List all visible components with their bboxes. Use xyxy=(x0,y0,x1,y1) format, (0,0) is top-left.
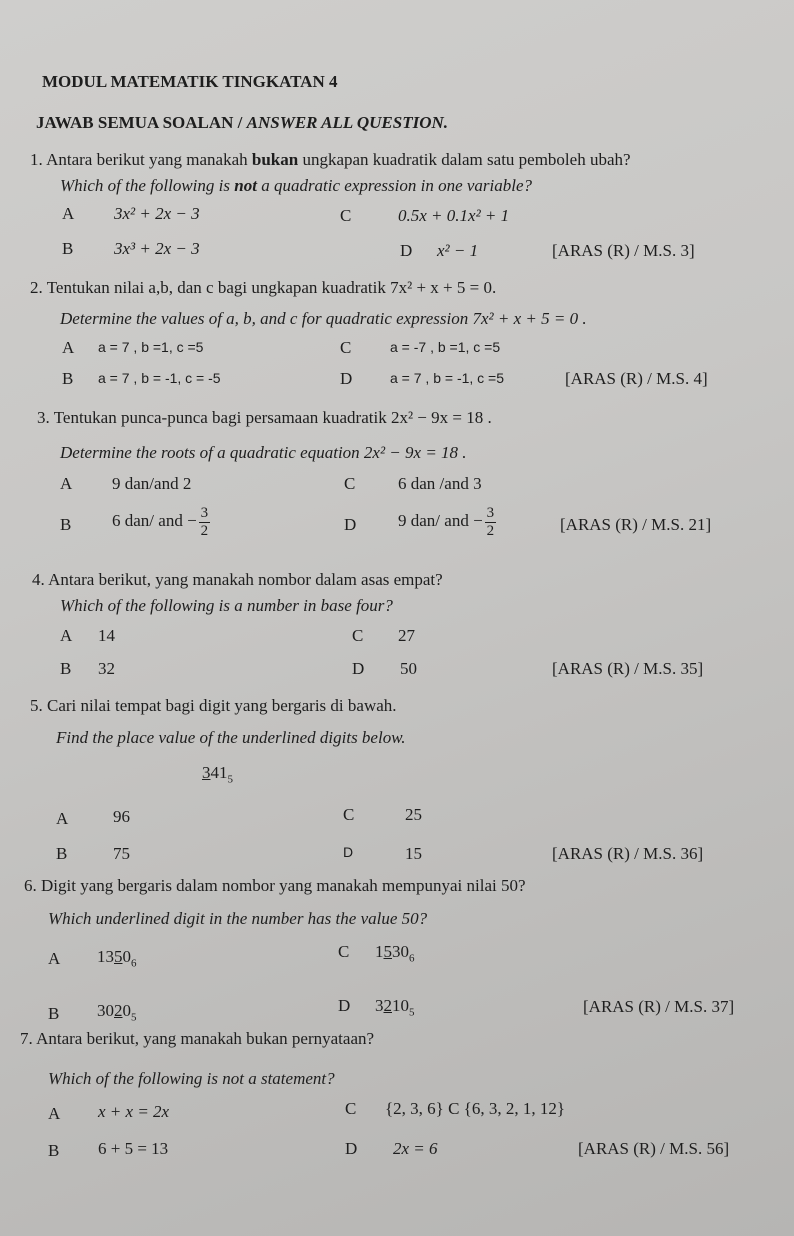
option-text: 75 xyxy=(113,844,130,863)
q-number: 3. xyxy=(37,408,50,427)
option-text: 32 xyxy=(98,659,115,678)
text: ungkapan kuadratik dalam satu pemboleh ubah? xyxy=(298,150,631,169)
option-text xyxy=(375,943,415,964)
q5-en: Find the place value of the underlined digits below. xyxy=(56,728,406,747)
q-number: 4. xyxy=(32,570,45,589)
option-text: a = 7 , b =1, c =5 xyxy=(98,339,204,355)
option-text: 9 dan/and 2 xyxy=(112,474,192,493)
text: Antara berikut, yang manakah nombor dalam asas empat? xyxy=(48,570,443,589)
option-letter: A xyxy=(60,626,73,645)
text: Digit yang bergaris dalam nombor yang manakah mempunyai nilai 50? xyxy=(41,876,526,895)
digits: 0 xyxy=(122,947,131,966)
option-letter: D xyxy=(352,659,365,678)
text: bukan xyxy=(251,150,299,169)
option-letter: B xyxy=(48,1004,60,1023)
q-number: 7. xyxy=(20,1029,33,1048)
q3-en: Determine the roots of a quadratic equation 2x² − 9x = 18 . xyxy=(60,443,467,462)
option-letter: A xyxy=(60,474,73,493)
option-letter: D xyxy=(345,1139,358,1158)
q-number: 6. xyxy=(24,876,37,895)
base: 5 xyxy=(131,1011,137,1024)
underlined-digit: 5 xyxy=(383,942,392,961)
option-text xyxy=(375,997,415,1018)
q6-ms xyxy=(24,877,526,894)
option-text: 50 xyxy=(400,659,417,678)
option-letter: B xyxy=(48,1141,60,1160)
numerator: 3 xyxy=(486,505,495,521)
option-text: 3x² + 2x − 3 xyxy=(114,204,200,223)
text: a quadratic expression in one variable? xyxy=(256,176,533,195)
underlined-digit: 2 xyxy=(114,1001,123,1020)
level-tag: [ARAS (R) / M.S. 36] xyxy=(552,844,704,863)
option-text: 0.5x + 0.1x² + 1 xyxy=(398,206,510,225)
option-text: a = 7 , b = -1, c = -5 xyxy=(98,370,221,386)
digits: 30 xyxy=(97,1001,114,1020)
option-letter: C xyxy=(345,1099,357,1118)
option-text: 27 xyxy=(398,626,415,645)
q-number: 2. xyxy=(30,278,43,297)
text: Antara berikut, yang manakah bukan pernyataan? xyxy=(36,1029,375,1048)
option-letter: B xyxy=(60,515,72,534)
option-letter: C xyxy=(352,626,364,645)
base: 6 xyxy=(409,952,415,965)
option-letter: C xyxy=(338,942,350,961)
level-tag: [ARAS (R) / M.S. 4] xyxy=(565,369,708,388)
option-text: 6 + 5 = 13 xyxy=(98,1139,169,1158)
q4-en: Which of the following is a number in base four? xyxy=(60,596,393,615)
option-letter: A xyxy=(62,338,75,357)
level-tag: [ARAS (R) / M.S. 35] xyxy=(552,659,704,678)
option-letter: D xyxy=(340,369,353,388)
q1-ms xyxy=(30,151,631,168)
q4-ms xyxy=(32,571,443,588)
q1-en xyxy=(60,177,532,194)
option-letter: A xyxy=(56,809,69,828)
denominator: 2 xyxy=(486,522,495,539)
base: 6 xyxy=(131,957,137,970)
denominator: 2 xyxy=(200,522,209,539)
option-letter: A xyxy=(62,204,75,223)
q2-en: Determine the values of a, b, and c for quadratic expression 7x² + x + 5 = 0 . xyxy=(60,309,587,328)
digits: 30 xyxy=(392,942,409,961)
option-letter: C xyxy=(340,206,352,225)
q7-ms xyxy=(20,1030,374,1047)
option-text: 3x³ + 2x − 3 xyxy=(114,239,200,258)
option-letter: B xyxy=(56,844,68,863)
text: 6 dan/ and − xyxy=(112,510,197,530)
instruction xyxy=(36,114,448,131)
text: Which of the following is xyxy=(60,176,235,195)
option-text: 2x = 6 xyxy=(393,1139,438,1158)
option-text: 15 xyxy=(405,844,422,863)
level-tag: [ARAS (R) / M.S. 37] xyxy=(583,997,735,1016)
text: Cari nilai tempat bagi digit yang bergaris di bawah. xyxy=(47,696,397,715)
option-letter: B xyxy=(62,239,74,258)
option-text: a = -7 , b =1, c =5 xyxy=(390,339,501,355)
text: Antara berikut yang manakah xyxy=(46,150,252,169)
option-text: 25 xyxy=(405,805,422,824)
text: Tentukan nilai a,b, dan c bagi ungkapan kuadratik 7x² + x + 5 = 0. xyxy=(46,278,497,297)
digits: 10 xyxy=(392,996,409,1015)
option-letter: A xyxy=(48,1104,61,1123)
fraction xyxy=(485,505,497,539)
q7-en: Which of the following is not a statement? xyxy=(48,1069,335,1088)
underlined-digit: 5 xyxy=(114,947,123,966)
base-number xyxy=(202,764,233,785)
option-text: 6 dan /and 3 xyxy=(398,474,482,493)
option-letter: C xyxy=(343,805,355,824)
numerator: 3 xyxy=(200,505,209,521)
option-letter: D xyxy=(343,844,354,860)
underlined-digit: 2 xyxy=(383,996,392,1015)
option-letter: D xyxy=(338,996,351,1015)
option-text: x + x = 2x xyxy=(98,1102,170,1121)
option-text xyxy=(398,505,496,539)
text: not xyxy=(234,176,257,195)
option-text: {2, 3, 6} C {6, 3, 2, 1, 12} xyxy=(385,1099,565,1118)
underlined-digit: 3 xyxy=(202,763,211,782)
fraction xyxy=(199,505,211,539)
base: 5 xyxy=(227,773,233,786)
option-text xyxy=(112,505,210,539)
option-text: a = 7 , b = -1, c =5 xyxy=(390,370,505,386)
option-letter: D xyxy=(400,241,413,260)
digits: 3 xyxy=(375,996,384,1015)
digits: 13 xyxy=(97,947,114,966)
option-letter: D xyxy=(344,515,357,534)
option-text xyxy=(97,948,137,969)
q-number: 1. xyxy=(30,150,43,169)
digits: 0 xyxy=(122,1001,131,1020)
option-text: 96 xyxy=(113,807,130,826)
option-letter: B xyxy=(62,369,74,388)
base: 5 xyxy=(409,1006,415,1019)
text: 9 dan/ and − xyxy=(398,510,483,530)
q5-ms xyxy=(30,697,397,714)
module-title: MODUL MATEMATIK TINGKATAN 4 xyxy=(42,72,338,91)
option-letter: C xyxy=(344,474,356,493)
level-tag: [ARAS (R) / M.S. 21] xyxy=(560,515,712,534)
level-tag: [ARAS (R) / M.S. 56] xyxy=(578,1139,730,1158)
q3-ms xyxy=(37,409,492,426)
digits: 41 xyxy=(210,763,228,782)
instruction-en: ANSWER ALL QUESTION. xyxy=(246,113,449,132)
instruction-ms: JAWAB SEMUA SOALAN / xyxy=(36,113,247,132)
digits: 1 xyxy=(375,942,384,961)
q2-ms xyxy=(30,279,496,296)
option-text xyxy=(97,1002,137,1023)
level-tag: [ARAS (R) / M.S. 3] xyxy=(552,241,695,260)
option-letter: C xyxy=(340,338,352,357)
text: Tentukan punca-punca bagi persamaan kuadratik 2x² − 9x = 18 . xyxy=(53,408,492,427)
q6-en: Which underlined digit in the number has the value 50? xyxy=(48,909,428,928)
option-text: 14 xyxy=(98,626,115,645)
option-letter: B xyxy=(60,659,72,678)
option-text: x² − 1 xyxy=(437,241,479,260)
q-number: 5. xyxy=(30,696,43,715)
option-letter: A xyxy=(48,949,61,968)
